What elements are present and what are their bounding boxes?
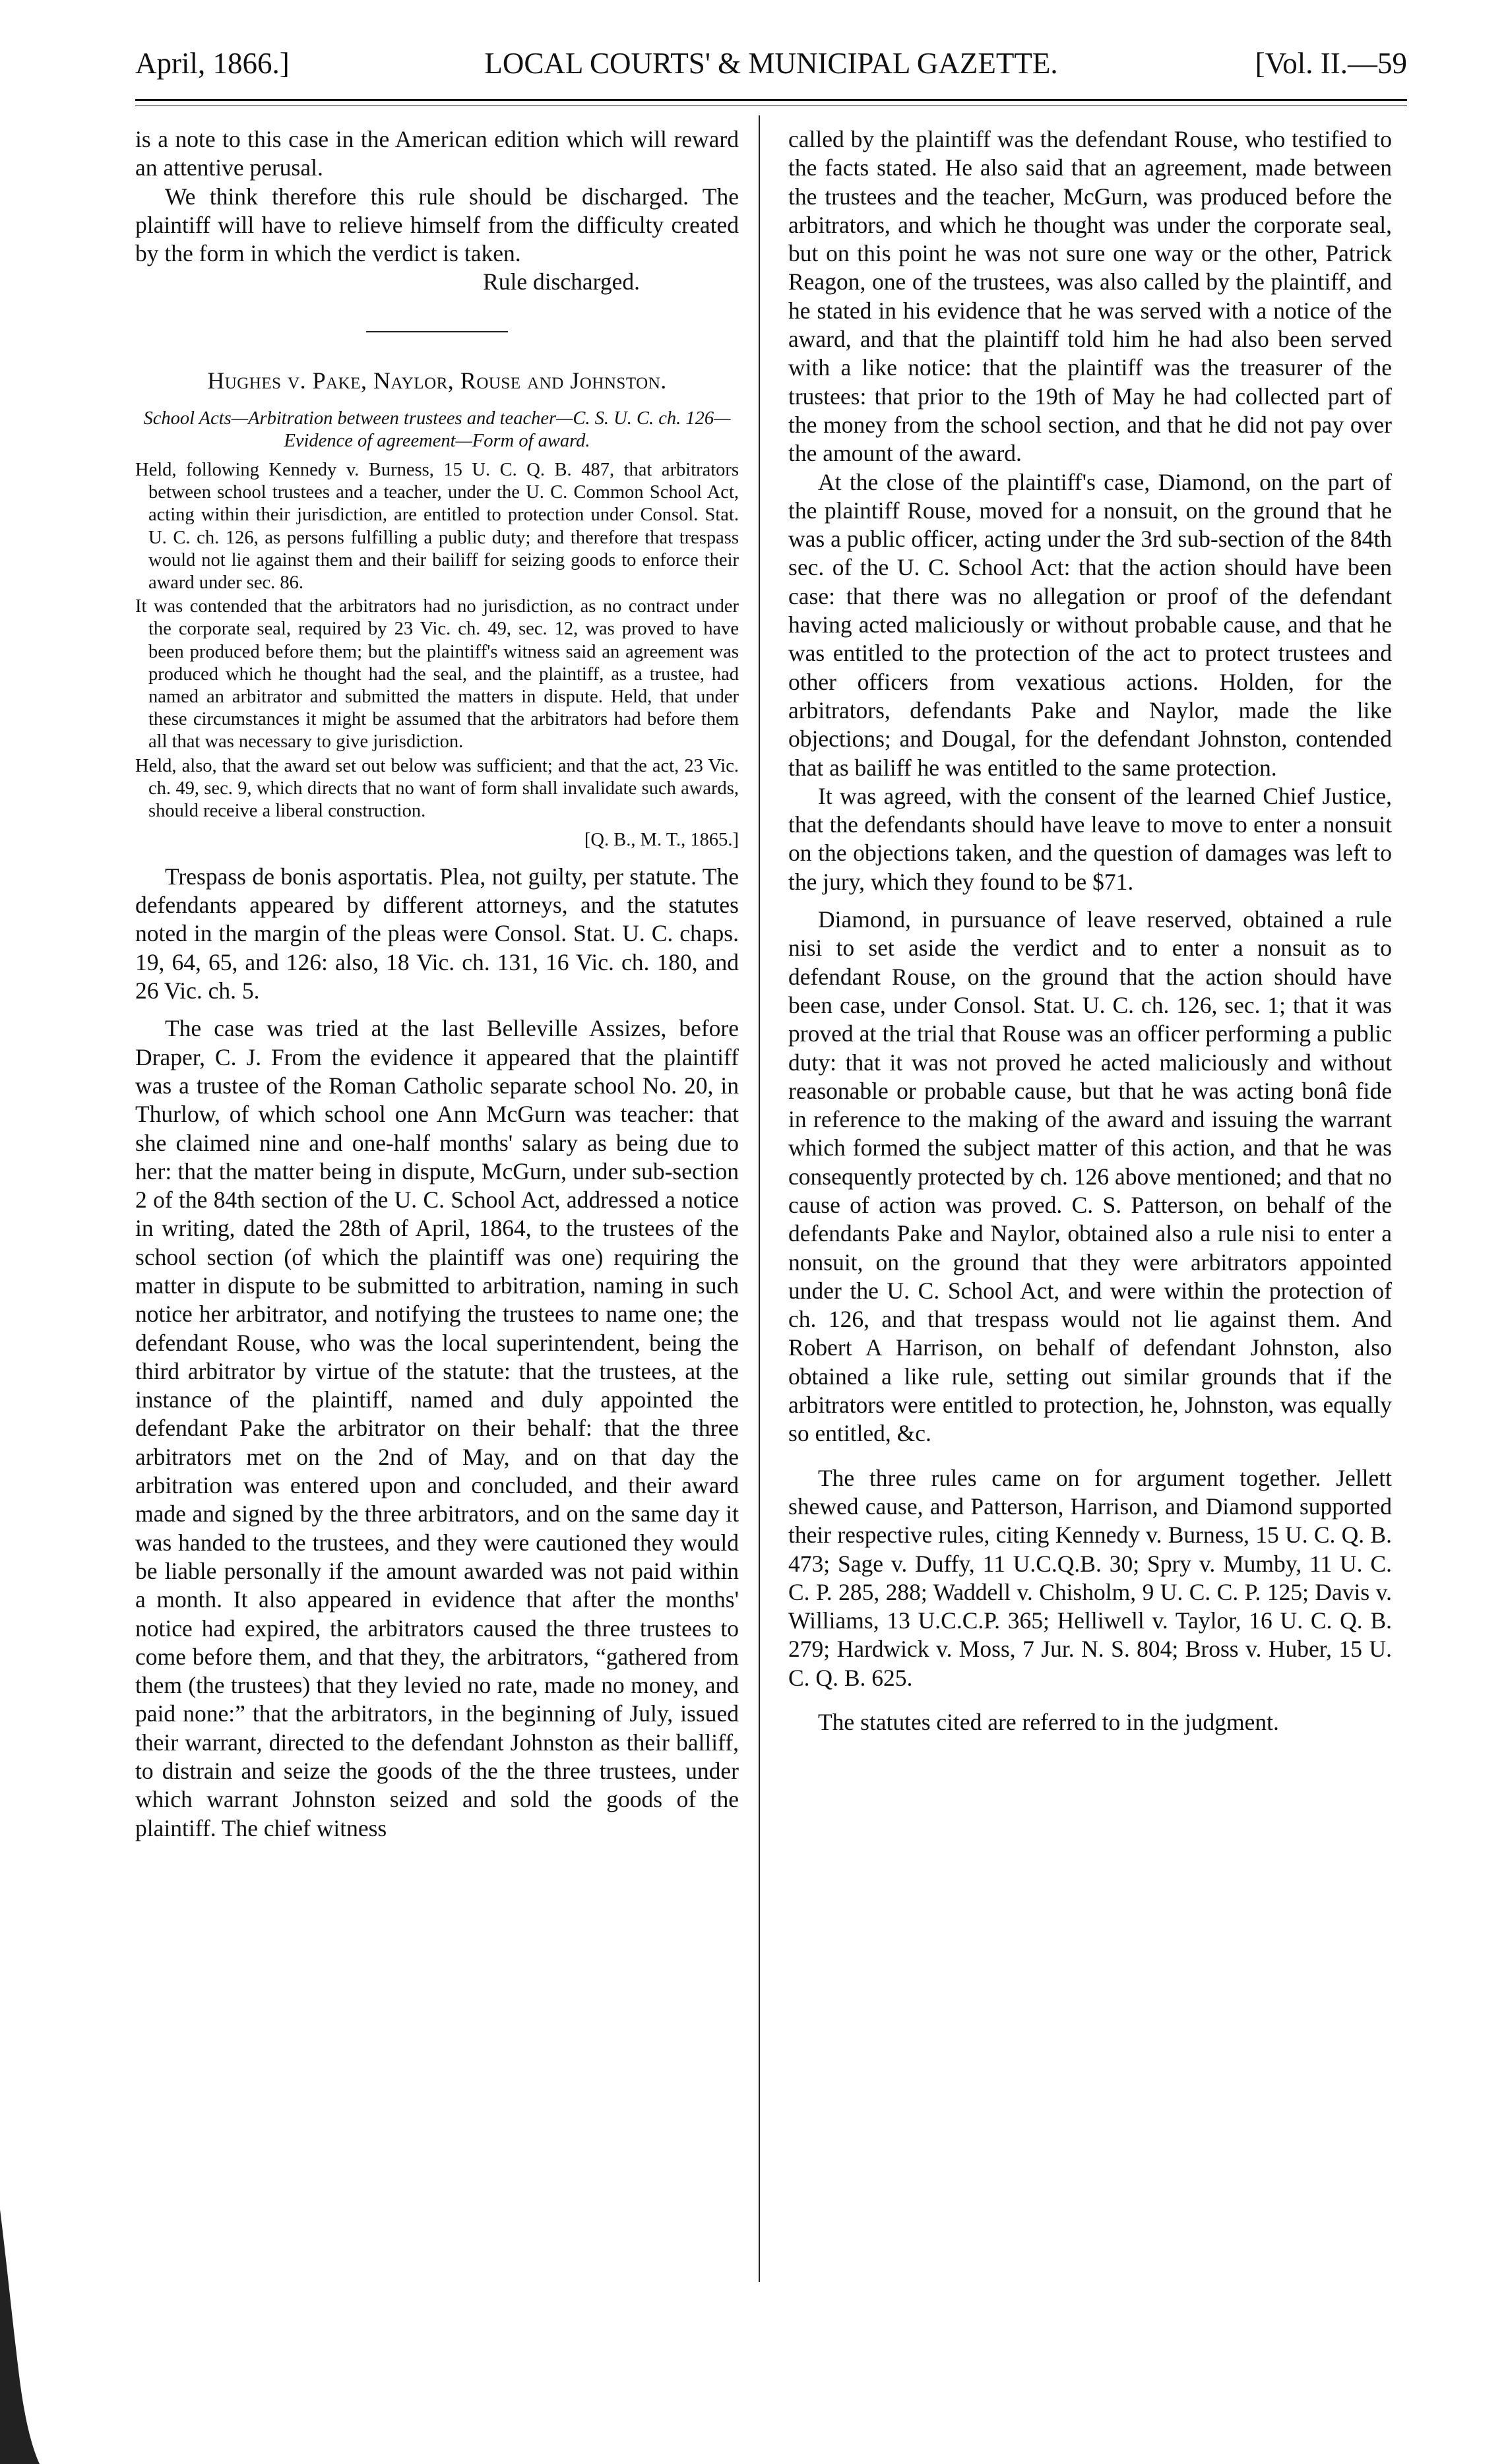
page-binding-edge (0, 2209, 40, 2464)
running-header (135, 46, 1407, 92)
paragraph-witness: called by the plaintiff was the defendant Rouse, who testified to the facts stated. He also said that an agreement, made between the trustees and the teacher, McGurn, was produced before the arbitrators, and which he thought was under the corporate seal, but on this point he was not sure one way or the other, Patrick Reagon, one of the trustees, was also called by the plaintiff, and he stated in his evidence that he was served with a notice of the award, and that the plaintiff told him he had also been served with a like notice: that the plaintiff was the treasurer of the trustees: that prior to the 19th of May he had collected part of the money from the school section, and that he did not pay over the amount of the award. (788, 126, 1392, 467)
right-column (788, 125, 1392, 2385)
paragraph-continuation: is a note to this case in the American edition which will reward an attentive perusal. (135, 126, 739, 181)
headnote (135, 408, 739, 822)
header-rule-thick (135, 99, 1407, 101)
paragraph-discharge-opinion: We think therefore this rule should be discharged. The plaintiff will have to relieve himself from the difficulty created by the form in which the verdict is taken. (135, 183, 739, 267)
column-divider (759, 115, 760, 2282)
header-date: April, 1866.] (135, 47, 290, 80)
case-title: Hughes v. Pake, Naylor, Rouse and Johnston. (207, 367, 667, 394)
headnote-held-1: Held, following Kennedy v. Burness, 15 U. C. Q. B. 487, that arbitrators between school trustees and a teacher, under the U. C. Common School Act, acting within their jurisdiction, are entitled to protection under Consol. Stat. U. C. ch. 126, as persons fulfilling a public duty; and therefore that trespass would not lie against them and their bailiff for seizing goods to enforce their award under sec. 86. (135, 460, 739, 593)
header-title: LOCAL COURTS' & MUNICIPAL GAZETTE. (484, 47, 1058, 80)
paragraph-statutes: The statutes cited are referred to in the judgment. (818, 1709, 1279, 1736)
rule-discharged: Rule discharged. (483, 268, 640, 295)
paragraph-nonsuit-motion: At the close of the plaintiff's case, Diamond, on the part of the plaintiff Rouse, moved for a nonsuit, on the ground that he was a public officer, acting under the 3rd sub-section of the 84th sec. of the U. C. School Act: that the action should have been case: that there was no allegation or proof of the defendant having acted maliciously or without probable cause, and that he was entitled to the protection of the act to protect trustees and other officers from vexatious actions. Holden, for the arbitrators, defendants Pake and Naylor, made the like objections; and Dougal, for the defendant Johnston, contended that as bailiff he was entitled to the same protection. (788, 468, 1392, 781)
paragraph-agreement: It was agreed, with the consent of the learned Chief Justice, that the defendants should have leave to move to enter a nonsuit on the objections taken, and the question of damages was left to the jury, which they found to be $71. (788, 782, 1392, 895)
section-separator (366, 331, 508, 332)
headnote-held-2: It was contended that the arbitrators had no jurisdiction, as no contract under the corporate seal, required by 23 Vic. ch. 49, sec. 12, was proved to have been produced before them; but the plaintiff's witness said an agreement was produced which he thought had the seal, and the plaintiff, as a trustee, had named an arbitrator and submitted the matters in dispute. Held, that under these circumstances it might be assumed that the arbitrators had before them all that was necessary to give jurisdiction. (135, 596, 739, 753)
paragraph-trespass: Trespass de bonis asportatis. Plea, not guilty, per statute. The defendants appeared by different attorneys, and the statutes noted in the margin of the pleas were Consol. Stat. U. C. chaps. 19, 64, 65, and 126: also, 18 Vic. ch. 131, 16 Vic. ch. 180, and 26 Vic. ch. 5. (135, 863, 739, 1004)
paragraph-argument: The three rules came on for argument together. Jellett shewed cause, and Patterson, Harrison, and Diamond supported their respective rules, citing Kennedy v. Burness, 15 U. C. Q. B. 473; Sage v. Duffy, 11 U.C.Q.B. 30; Spry v. Mumby, 11 U. C. C. P. 285, 288; Waddell v. Chisholm, 9 U. C. C. P. 125; Davis v. Williams, 13 U.C.C.P. 365; Helliwell v. Taylor, 16 U. C. Q. B. 279; Hardwick v. Moss, 7 Jur. N. S. 804; Bross v. Huber, 15 U. C. Q. B. 625. (788, 1464, 1392, 1691)
paragraph-trial-facts: The case was tried at the last Belleville Assizes, before Draper, C. J. From the evidence it appeared that the plaintiff was a trustee of the Roman Catholic separate school No. 20, in Thurlow, of which school one Ann McGurn was teacher: that she claimed nine and one-half months' salary as being due to her: that the matter being in dispute, McGurn, under sub-section 2 of the 84th section of the U. C. School Act, addressed a notice in writing, dated the 28th of April, 1864, to the trustees of the school section (of which the plaintiff was one) requiring the matter in dispute to be submitted to arbitration, naming in such notice her arbitrator, and notifying the trustees to name one; the defendant Rouse, who was the local superintendent, being the third arbitrator by virtue of the statute: that the trustees, at the instance of the plaintiff, named and duly appointed the defendant Pake the arbitrator on their behalf: that the three arbitrators met on the 2nd of May, and on that day the arbitration was entered upon and concluded, and their award made and signed by the three arbitrators, and on the same day it was handed to the trustees, and they were cautioned they would be liable personally if the amount awarded was not paid within a month. It also appeared in evidence that after the months' notice had expired, the arbitrators caused the three trustees to come before them, and that they, the arbitrators, “gathered from them (the trustees) that they levied no rate, made no money, and paid none:” that the arbitrators, in the beginning of July, issued their warrant, directed to the defendant Johnston as their balliff, to distrain and seize the goods of the the three trustees, under which warrant Johnston seized and sold the goods of the plaintiff. The chief witness (135, 1015, 739, 1841)
headnote-subject: School Acts—Arbitration between trustees and teacher—C. S. U. C. ch. 126—Evidence of agreement—Form of award. (143, 408, 731, 451)
paragraph-rules-nisi: Diamond, in pursuance of leave reserved, obtained a rule nisi to set aside the verdict and to enter a nonsuit as to defendant Rouse, on the ground that the action should have been case, under Consol. Stat. U. C. ch. 126, sec. 1; that it was proved at the trial that Rouse was an officer performing a public duty: that it was not proved he acted maliciously and without reasonable or probable cause, but that he was acting bonâ fide in reference to the making of the award and issuing the warrant which formed the subject matter of this action, and that he was consequently protected by ch. 126 above mentioned; and that no cause of action was proved. C. S. Patterson, on behalf of the defendants Pake and Naylor, obtained also a rule nisi to enter a nonsuit, on the ground that they were arbitrators appointed under the U. C. School Act, and were within the protection of ch. 126, and that trespass would not lie against them. And Robert A Harrison, on behalf of defendant Johnston, also obtained a like rule, setting out similar grounds that if the arbitrators were entitled to protection, he, Johnston, was equally so entitled, &c. (788, 906, 1392, 1447)
headnote-held-3: Held, also, that the award set out below was sufficient; and that the act, 23 Vic. ch. 49, sec. 9, which directs that no want of form shall invalidate such awards, should receive a liberal construction. (135, 755, 739, 821)
court-citation: [Q. B., M. T., 1865.] (584, 830, 739, 851)
header-volume-page: [Vol. II.—59 (1255, 47, 1407, 80)
left-column (135, 125, 739, 2385)
